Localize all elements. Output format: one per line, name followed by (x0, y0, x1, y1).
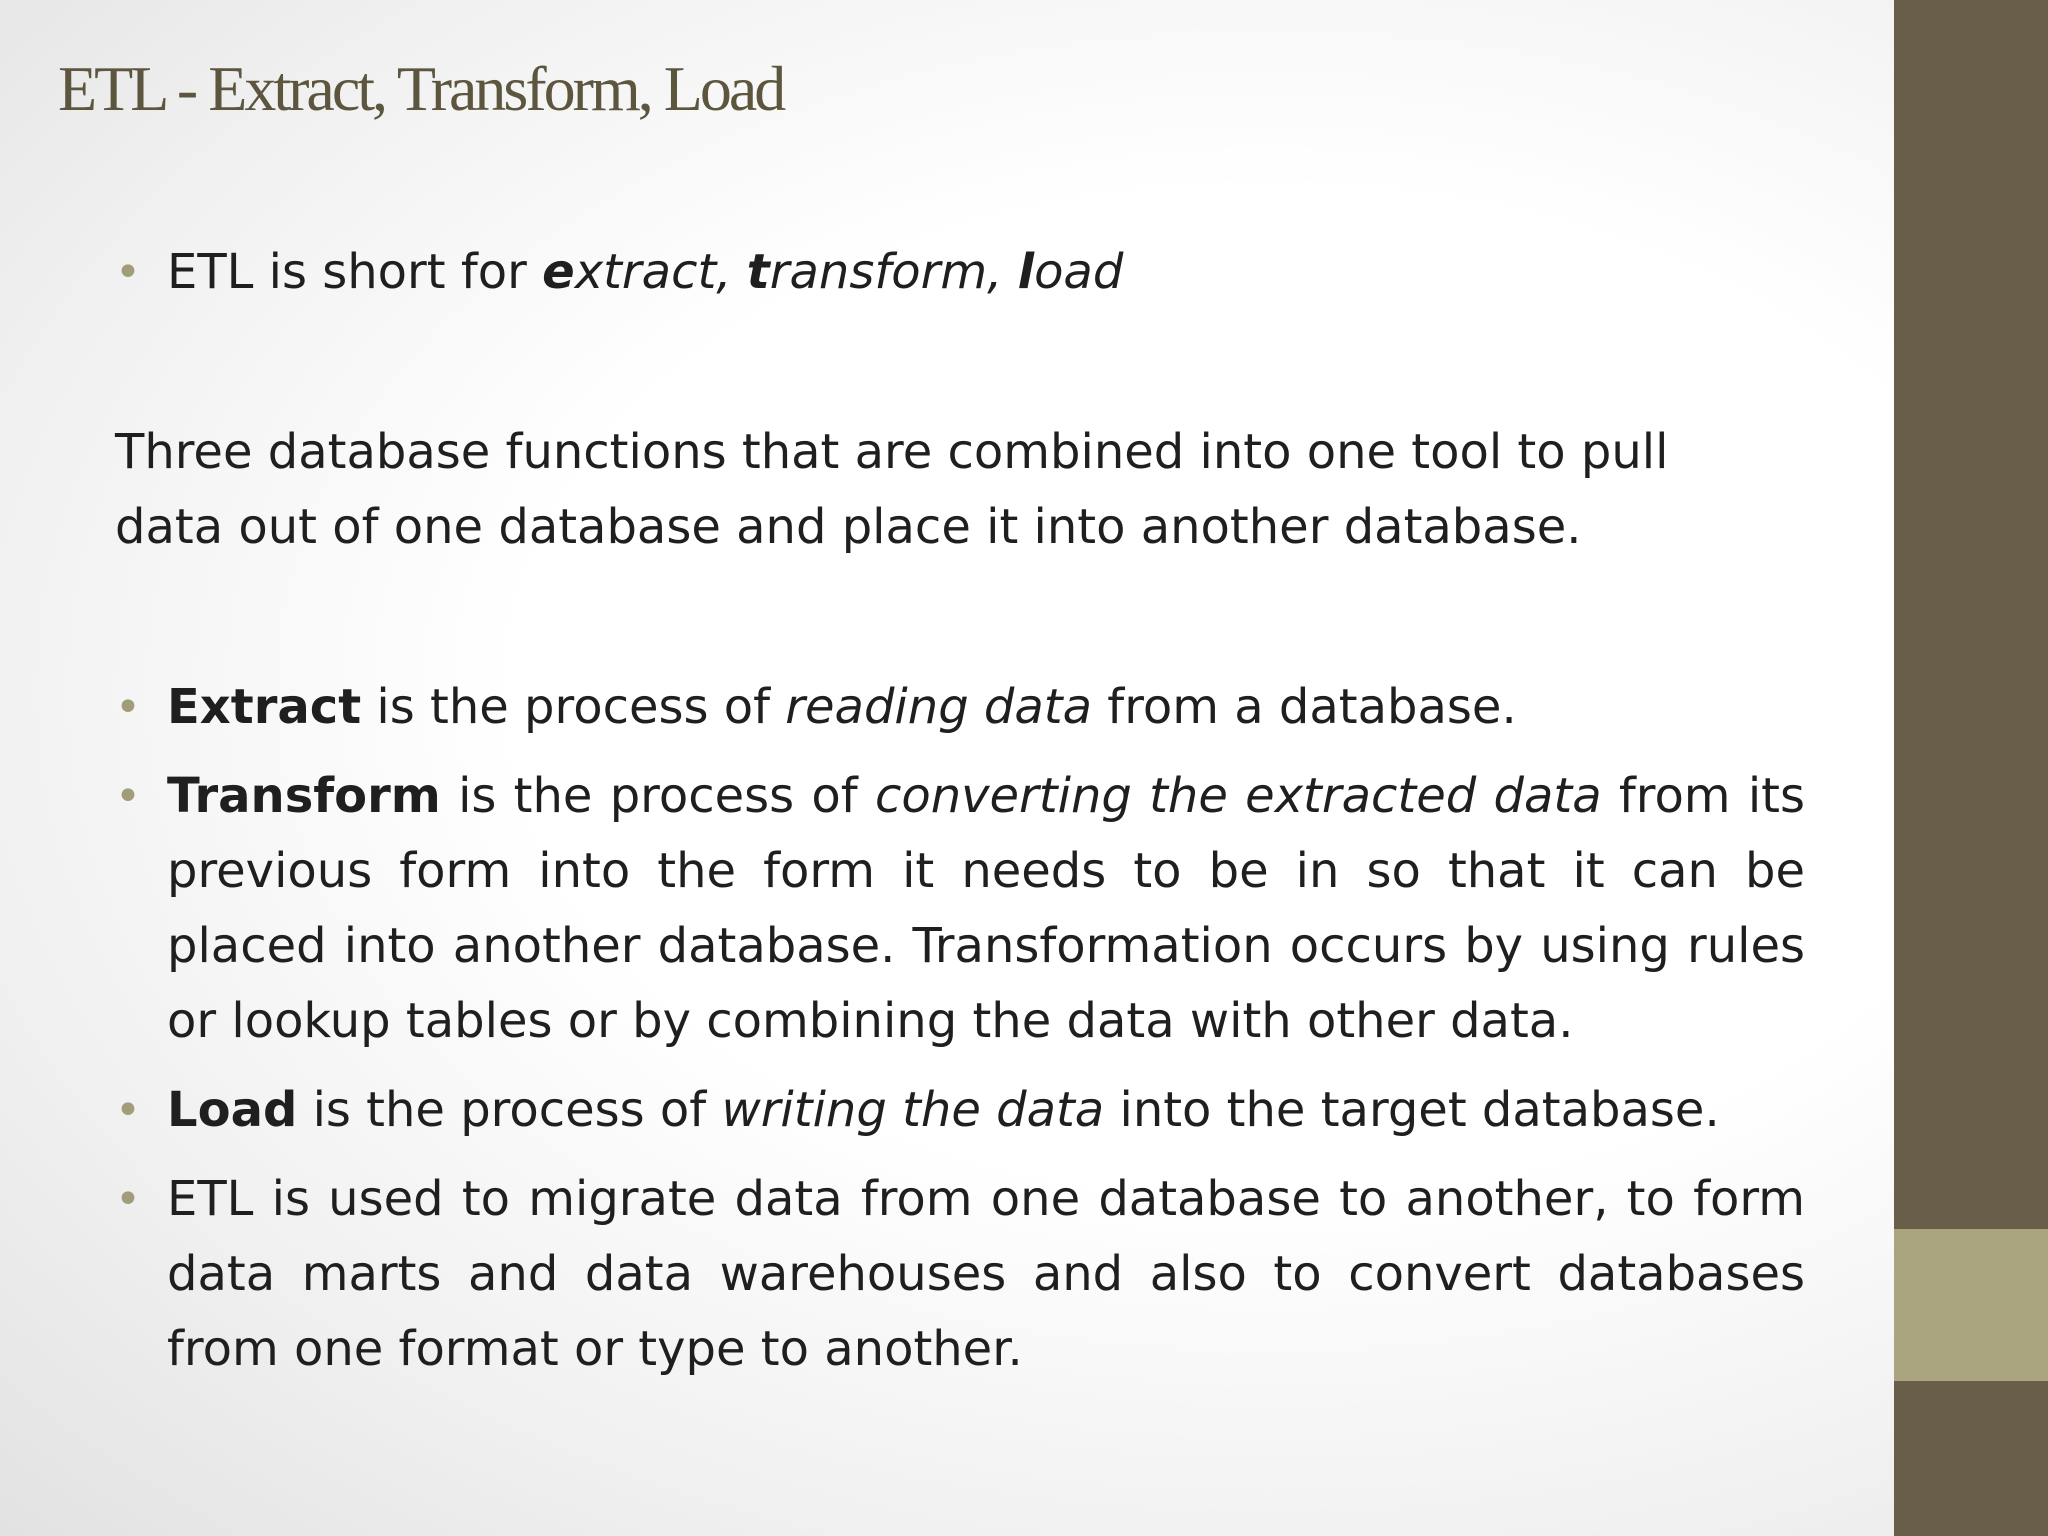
intro-e-letter: e (542, 244, 575, 300)
transform-emphasis: converting the extracted data (874, 768, 1602, 824)
intro-text-4: oad (1034, 244, 1124, 300)
summary-line-1: Three database functions that are combined into one tool to pull (115, 424, 1669, 480)
bullet-icon: • (115, 1174, 141, 1225)
summary-line-2: data out of one database and place it into another database. (115, 499, 1582, 555)
slide-title: ETL - Extract, Transform, Load (58, 53, 784, 124)
intro-bullet (115, 235, 1805, 310)
intro-text-3: ransform, (769, 244, 1018, 300)
extract-text-1: is the process of (361, 679, 786, 735)
intro-text-2: xtract, (574, 244, 747, 300)
transform-term: Transform (167, 768, 441, 824)
transform-bullet (115, 759, 1805, 1059)
intro-text-1: ETL is short for (167, 244, 543, 300)
extract-text-2: from a database. (1092, 679, 1517, 735)
intro-l-letter: l (1017, 244, 1035, 300)
load-bullet (115, 1073, 1805, 1148)
bullet-icon: • (115, 771, 141, 822)
extract-term: Extract (167, 679, 362, 735)
transform-text-2: from its previous form into the form it needs to be in so that it can be placed into another database. Transformation occurs by using rules or lookup tables or by combining the data with other data. (167, 768, 1805, 1049)
bullet-icon: • (115, 1085, 141, 1136)
usage-bullet (115, 1162, 1805, 1387)
usage-text: ETL is used to migrate data from one database to another, to form data marts and data warehouses and also to convert databases from one format or type to another. (167, 1171, 1805, 1377)
extract-emphasis: reading data (785, 679, 1093, 735)
bullet-icon: • (115, 682, 141, 733)
bullet-icon: • (115, 247, 141, 298)
load-emphasis: writing the data (721, 1082, 1105, 1138)
side-accent-block (1894, 1229, 2048, 1381)
slide-content (115, 235, 1805, 1387)
transform-text-1: is the process of (440, 768, 875, 824)
load-term: Load (167, 1082, 298, 1138)
load-text-2: into the target database. (1104, 1082, 1720, 1138)
extract-bullet (115, 670, 1805, 745)
summary-paragraph (115, 415, 1805, 565)
intro-t-letter: t (746, 244, 770, 300)
load-text-1: is the process of (297, 1082, 722, 1138)
